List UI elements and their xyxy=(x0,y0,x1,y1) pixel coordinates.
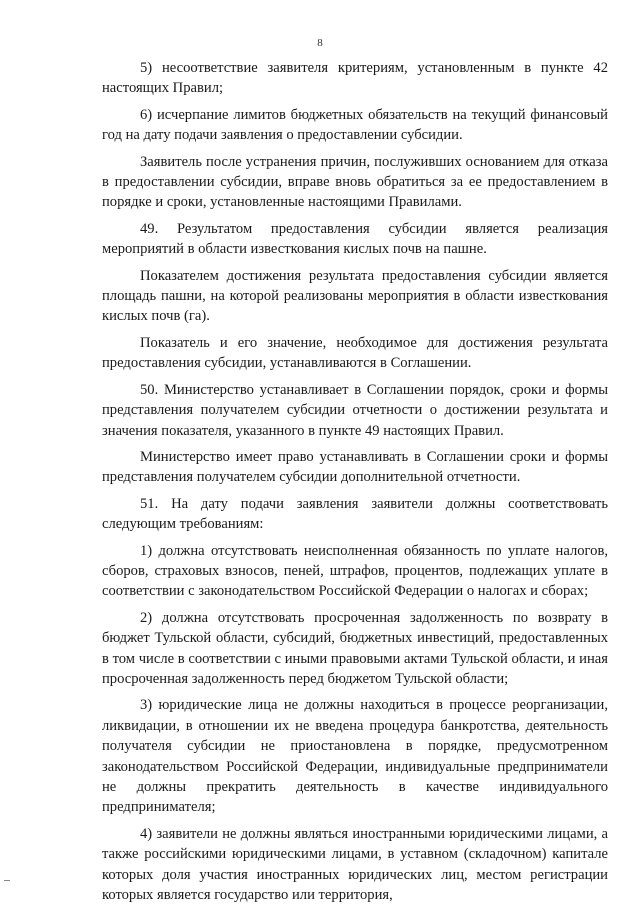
scan-artifact xyxy=(4,880,10,881)
paragraph-req-3: 3) юридические лица не должны находиться в процессе реорганизации, ликвидации, в отношении их не введена процедура банкротства, деятельность получателя субсидии не приостановлена в порядке, предусмотренном законодательством Российской Федерации, индивидуальные предприниматели не должны прекратить деятельность в качестве индивидуального предпринимателя; xyxy=(102,697,608,816)
paragraph-additional-reporting: Министерство имеет право устанавливать в Соглашении сроки и формы представления получателем субсидии дополнительной отчетности. xyxy=(102,448,608,486)
paragraph-reapply: Заявитель после устранения причин, послуживших основанием для отказа в предоставлении субсидии, вправе вновь обратиться за ее предоставлением в порядке и сроки, установленные настоящими Правилами. xyxy=(102,153,608,211)
paragraph-req-4: 4) заявители не должны являться иностранными юридическими лицами, а также российскими юридическими лицами, в уставном (складочном) капитале которых доля участия иностранных юридических лиц, местом регистрации которых является государство или территория, xyxy=(102,825,608,904)
paragraph-51: 51. На дату подачи заявления заявители должны соответствовать следующим требованиям: xyxy=(102,495,608,533)
paragraph-req-1: 1) должна отсутствовать неисполненная обязанность по уплате налогов, сборов, страховых взносов, пеней, штрафов, процентов, подлежащих уплате в соответствии с законодательством Российской Федерации о налогах и сборах; xyxy=(102,542,608,600)
paragraph-indicator-value: Показатель и его значение, необходимое для достижения результата предоставления субсидии, устанавливаются в Соглашении. xyxy=(102,334,608,372)
paragraph-49: 49. Результатом предоставления субсидии является реализация мероприятий в области известкования кислых почв на пашне. xyxy=(102,220,608,258)
paragraph-req-2: 2) должна отсутствовать просроченная задолженность по возврату в бюджет Тульской области, субсидий, бюджетных инвестиций, предоставленных в том числе в соответствии с иными правовыми актами Тульской области, и иная просроченная задолженность перед бюджетом Тульской области; xyxy=(102,609,608,687)
paragraph-item-6: 6) исчерпание лимитов бюджетных обязательств на текущий финансовый год на дату подачи заявления о предоставлении субсидии. xyxy=(102,106,608,144)
page-number: 8 xyxy=(317,37,323,49)
paragraph-indicator: Показателем достижения результата предоставления субсидии является площадь пашни, на которой реализованы мероприятия в области известкования кислых почв (га). xyxy=(102,267,608,325)
paragraph-50: 50. Министерство устанавливает в Соглашении порядок, сроки и формы представления получателем субсидии отчетности о достижении результата и значения показателя, указанного в пункте 49 настоящих Правил. xyxy=(102,381,608,439)
paragraph-item-5: 5) несоответствие заявителя критериям, установленным в пункте 42 настоящих Правил; xyxy=(102,60,608,97)
document-body xyxy=(102,58,608,905)
